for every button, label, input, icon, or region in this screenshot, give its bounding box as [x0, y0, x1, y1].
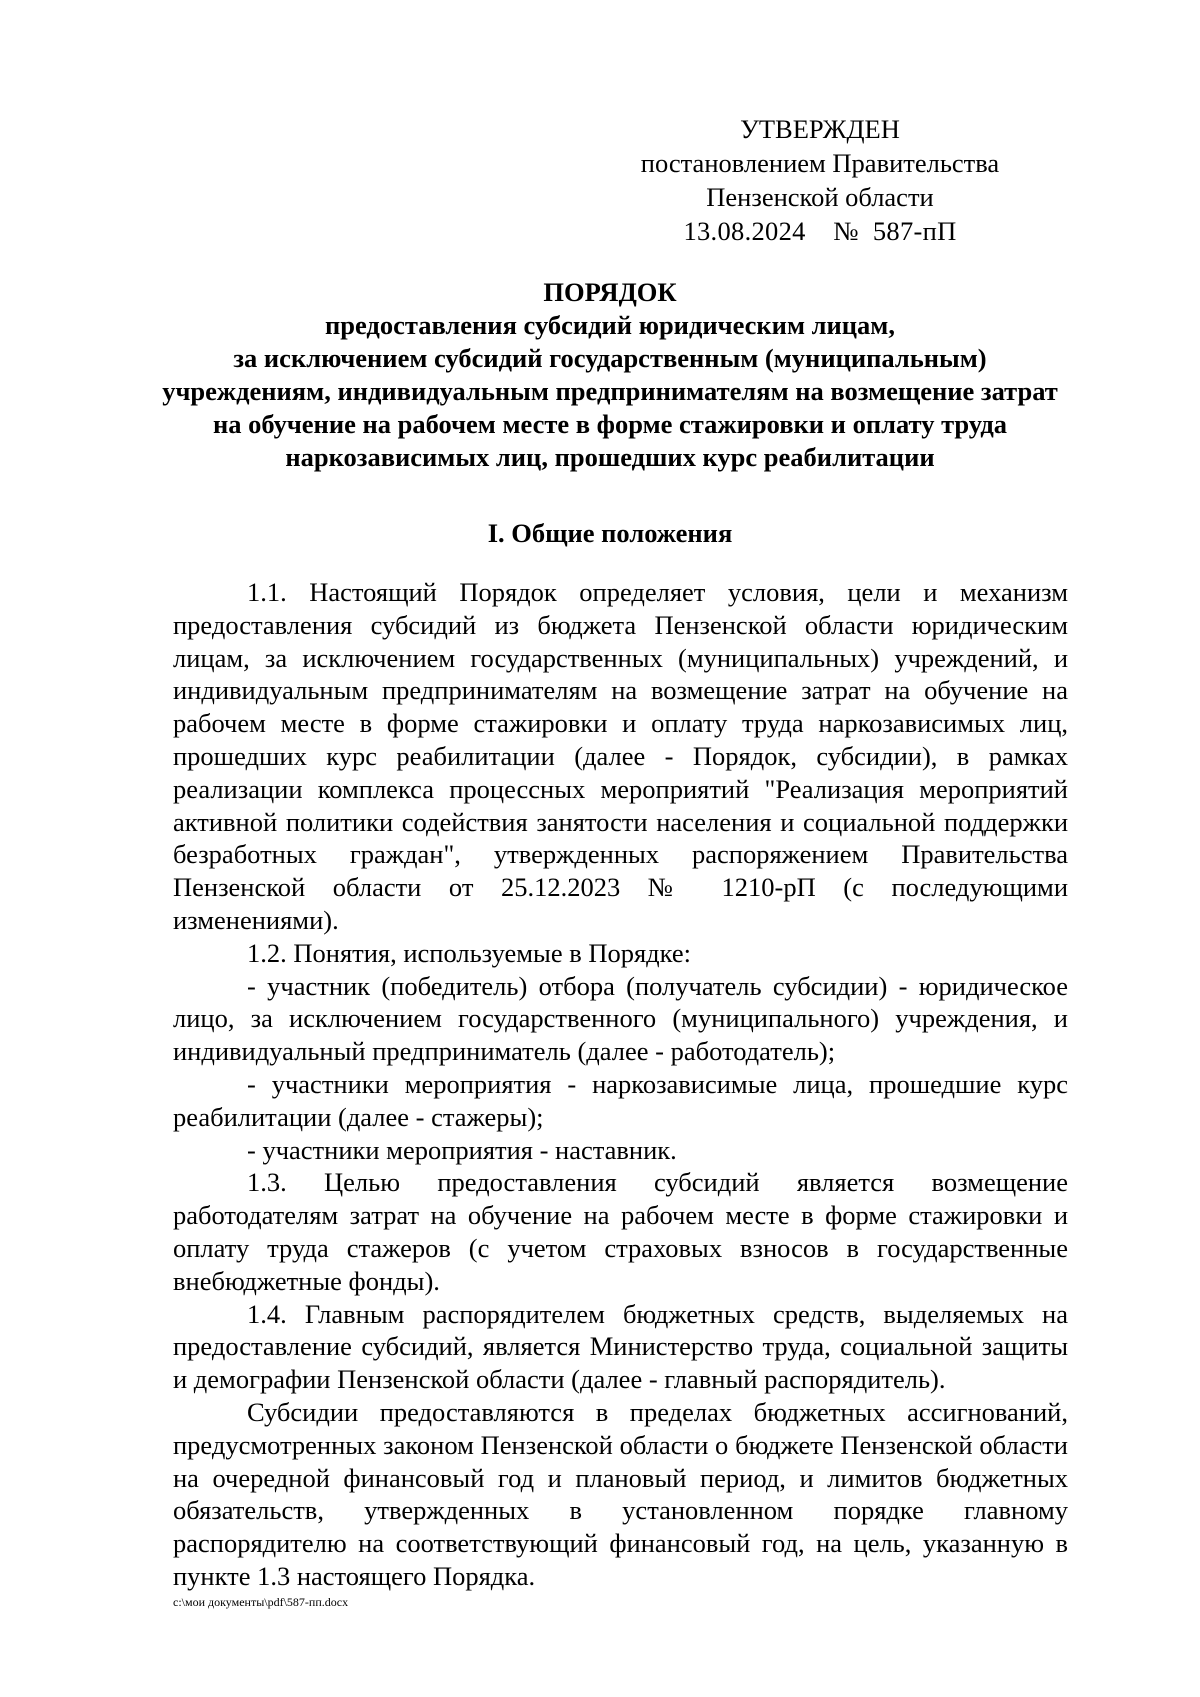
- title-heading: ПОРЯДОК: [543, 277, 677, 307]
- approval-date: 13.08.2024: [683, 216, 806, 246]
- document-body: [173, 576, 1068, 1593]
- approval-region-line: Пензенской области: [706, 182, 934, 212]
- title-line: предоставления субсидий юридическим лицам,: [325, 310, 895, 340]
- approval-number: № 587-пП: [833, 216, 957, 246]
- paragraph-1-2: 1.2. Понятия, используемые в Порядке:: [247, 937, 691, 968]
- approval-decree-line: постановлением Правительства: [640, 148, 1000, 178]
- definition-trainees: - участники мероприятия - наркозависимые лица, прошедшие курс реабилитации (далее - стажеры);: [173, 1068, 1068, 1132]
- paragraph-1-3: 1.3. Целью предоставления субсидий является возмещение работодателям затрат на обучение на рабочем месте в форме стажировки и оплату труда стажеров (с учетом страховых взносов в государственные внебюджетные фонды).: [173, 1167, 1068, 1296]
- approval-heading: УТВЕРЖДЕН: [740, 114, 900, 144]
- file-path-footer: c:\мои документы\pdf\587-пп.docx: [173, 1595, 349, 1609]
- approval-stamp: [640, 112, 1000, 248]
- paragraph-1-4: 1.4. Главным распорядителем бюджетных средств, выделяемых на предоставление субсидий, является Министерство труда, социальной защиты и демографии Пензенской области (далее - главный распорядитель).: [173, 1298, 1068, 1395]
- title-line: на обучение на рабочем месте в форме стажировки и оплату труда: [212, 409, 1008, 439]
- title-line: за исключением субсидий государственным (муниципальным): [233, 343, 987, 373]
- approval-date-number: [640, 214, 1000, 248]
- section-title: I. Общие положения: [487, 518, 733, 548]
- paragraph-1-1: 1.1. Настоящий Порядок определяет условия, цели и механизм предоставления субсидий из бюджета Пензенской области юридическим лицам, за исключением государственных (муниципальных) учреждений, и индивидуальным предпринимателям на возмещение затрат на обучение на рабочем месте в форме стажировки и оплату труда наркозависимых лиц, прошедших курс реабилитации (далее - Порядок, субсидии), в рамках реализации комплекса процессных мероприятий "Реализация мероприятий активной политики содействия занятости населения и социальной поддержки безработных граждан", утвержденных распоряжением Правительства Пензенской области от 25.12.2023 № 1210-рП (с последующими изменениями).: [173, 577, 1068, 935]
- definition-mentor: - участники мероприятия - наставник.: [247, 1134, 677, 1165]
- definition-employer: - участник (победитель) отбора (получатель субсидии) - юридическое лицо, за исключением государственного (муниципального) учреждения, и индивидуальный предприниматель (далее - работодатель);: [173, 970, 1068, 1067]
- title-line: учреждениям, индивидуальным предпринимателям на возмещение затрат: [162, 376, 1058, 406]
- document-title: [160, 276, 1060, 474]
- title-line: наркозависимых лиц, прошедших курс реабилитации: [285, 442, 935, 472]
- paragraph-subsidies: Субсидии предоставляются в пределах бюджетных ассигнований, предусмотренных законом Пензенской области о бюджете Пензенской области на очередной финансовый год и плановый период, и лимитов бюджетных обязательств, утвержденных в установленном порядке главному распорядителю на соответствующий финансовый год, на цель, указанную в пункте 1.3 настоящего Порядка.: [173, 1396, 1068, 1591]
